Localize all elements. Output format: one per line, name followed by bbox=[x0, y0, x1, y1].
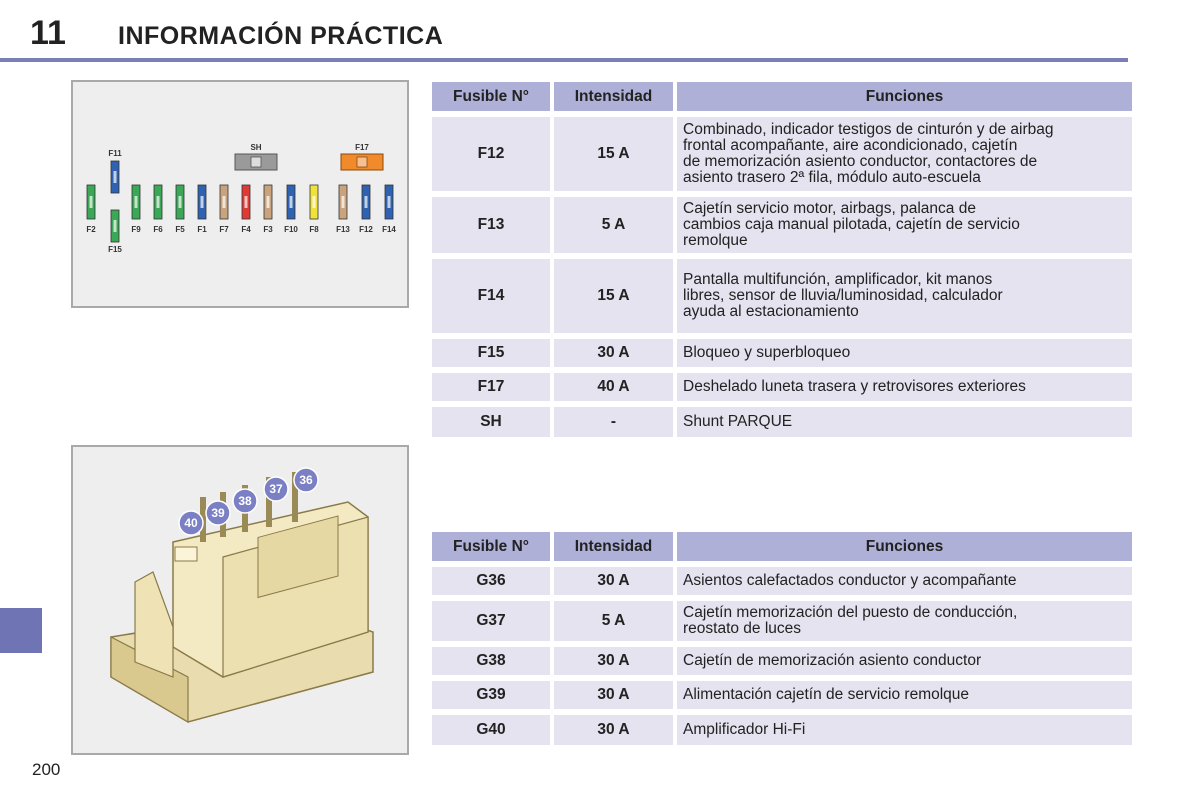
fuse-number: F15 bbox=[432, 339, 550, 367]
table-header-row bbox=[432, 532, 1132, 561]
table-row bbox=[432, 259, 1132, 333]
sh-shunt-window bbox=[251, 157, 261, 167]
fuse-intensity: 30 A bbox=[554, 715, 673, 745]
table-row bbox=[432, 715, 1132, 745]
fuse-number: F12 bbox=[432, 117, 550, 191]
header-functions: Funciones bbox=[677, 532, 1132, 561]
fuse-f5-window bbox=[179, 196, 182, 208]
function-line: Cajetín servicio motor, airbags, palanca de bbox=[683, 200, 976, 217]
fuse-functions bbox=[677, 681, 1132, 709]
chapter-title: INFORMACIÓN PRÁCTICA bbox=[118, 22, 444, 50]
fuse-intensity: 40 A bbox=[554, 373, 673, 401]
function-line: Amplificador Hi-Fi bbox=[683, 721, 806, 738]
function-line: cambios caja manual pilotada, cajetín de servicio bbox=[683, 216, 1020, 233]
fuse-label: F7 bbox=[219, 225, 229, 234]
function-line: asiento trasero 2ª fila, módulo auto-escuela bbox=[683, 169, 981, 186]
fuse-label: F2 bbox=[86, 225, 96, 234]
fuse-functions bbox=[677, 601, 1132, 641]
fuse-number: SH bbox=[432, 407, 550, 437]
fuse-box-diagram bbox=[71, 80, 409, 308]
function-line: Cajetín de memorización asiento conductor bbox=[683, 652, 982, 669]
fuse-functions bbox=[677, 647, 1132, 675]
callout-number: 37 bbox=[269, 482, 283, 496]
sh-label: SH bbox=[250, 143, 262, 152]
fuse-label: F3 bbox=[263, 225, 273, 234]
fuse-intensity: 30 A bbox=[554, 681, 673, 709]
function-line: Combinado, indicador testigos de cinturón y de airbag bbox=[683, 121, 1054, 138]
fuse-intensity: 30 A bbox=[554, 339, 673, 367]
table-row bbox=[432, 567, 1132, 595]
callout-number: 36 bbox=[299, 473, 313, 487]
fuse-number: G40 bbox=[432, 715, 550, 745]
table-row bbox=[432, 117, 1132, 191]
header-fuse: Fusible N° bbox=[432, 82, 550, 111]
header-intensity: Intensidad bbox=[554, 532, 673, 561]
page-number: 200 bbox=[32, 760, 61, 779]
fuse-functions bbox=[677, 197, 1132, 253]
table-row bbox=[432, 407, 1132, 437]
fuse-number: G38 bbox=[432, 647, 550, 675]
fuse-f3-window bbox=[267, 196, 270, 208]
fuse-f10-window bbox=[290, 196, 293, 208]
fuse-f9-window bbox=[135, 196, 138, 208]
table-row bbox=[432, 339, 1132, 367]
holder-latch bbox=[175, 547, 197, 561]
fuse-functions bbox=[677, 373, 1132, 401]
function-line: libres, sensor de lluvia/luminosidad, calculador bbox=[683, 287, 1003, 304]
fuse-label: F12 bbox=[359, 225, 373, 234]
table-header-row bbox=[432, 82, 1132, 111]
table-row bbox=[432, 601, 1132, 641]
function-line: Deshelado luneta trasera y retrovisores exteriores bbox=[683, 378, 1026, 395]
callout-number: 40 bbox=[184, 516, 198, 530]
fuse-label: F14 bbox=[382, 225, 396, 234]
fuse-number: G39 bbox=[432, 681, 550, 709]
table-row bbox=[432, 647, 1132, 675]
chapter-side-tab bbox=[0, 608, 42, 653]
fuse-f14-window bbox=[388, 196, 391, 208]
fuse-f12-window bbox=[365, 196, 368, 208]
fuse-f6-window bbox=[157, 196, 160, 208]
fuse-f13-window bbox=[342, 196, 345, 208]
function-line: Pantalla multifunción, amplificador, kit manos bbox=[683, 271, 993, 288]
fuse-f15-window bbox=[114, 220, 117, 232]
fuse-number: G36 bbox=[432, 567, 550, 595]
fuse-intensity: - bbox=[554, 407, 673, 437]
fuse-functions bbox=[677, 259, 1132, 333]
f11-label: F11 bbox=[108, 149, 122, 158]
callout-number: 38 bbox=[238, 494, 252, 508]
fuse-functions bbox=[677, 715, 1132, 745]
fuse-number: F17 bbox=[432, 373, 550, 401]
fuse-holder-illustration bbox=[71, 445, 409, 755]
fuse-intensity: 30 A bbox=[554, 567, 673, 595]
fuse-number: G37 bbox=[432, 601, 550, 641]
function-line: remolque bbox=[683, 232, 748, 249]
fuse-intensity: 15 A bbox=[554, 259, 673, 333]
fuse-label: F1 bbox=[197, 225, 207, 234]
table-row bbox=[432, 681, 1132, 709]
fuse-f11-window bbox=[114, 171, 117, 183]
fuse-f7-window bbox=[223, 196, 226, 208]
header-fuse: Fusible N° bbox=[432, 532, 550, 561]
fuse-intensity: 5 A bbox=[554, 197, 673, 253]
fuse-number: F13 bbox=[432, 197, 550, 253]
fuse-intensity: 30 A bbox=[554, 647, 673, 675]
fuse-f4-window bbox=[245, 196, 248, 208]
callout-number: 39 bbox=[211, 506, 225, 520]
fuse-functions bbox=[677, 567, 1132, 595]
holder-clip bbox=[135, 572, 173, 677]
chapter-number: 11 bbox=[30, 14, 66, 52]
fuse-table-2 bbox=[428, 526, 1136, 751]
function-line: Bloqueo y superbloqueo bbox=[683, 344, 851, 361]
f17-fuse-window bbox=[357, 157, 367, 167]
table-row bbox=[432, 373, 1132, 401]
function-line: Cajetín memorización del puesto de conducción, bbox=[683, 604, 1018, 621]
fuse-table-1 bbox=[428, 76, 1136, 443]
header-functions: Funciones bbox=[677, 82, 1132, 111]
fuse-label: F6 bbox=[153, 225, 163, 234]
fuse-label: F13 bbox=[336, 225, 350, 234]
fuse-label: F4 bbox=[241, 225, 251, 234]
function-line: reostato de luces bbox=[683, 620, 802, 637]
fuse-f8-window bbox=[313, 196, 316, 208]
header-rule bbox=[0, 58, 1128, 62]
fuse-label: F9 bbox=[131, 225, 141, 234]
fuse-f2-window bbox=[90, 196, 93, 208]
fuse-box-svg bbox=[73, 82, 407, 306]
fuse-functions bbox=[677, 339, 1132, 367]
fuse-functions bbox=[677, 117, 1132, 191]
function-line: Shunt PARQUE bbox=[683, 413, 793, 430]
function-line: Alimentación cajetín de servicio remolque bbox=[683, 686, 970, 703]
fuse-holder-svg bbox=[73, 447, 407, 753]
function-line: frontal acompañante, aire acondicionado, cajetín bbox=[683, 137, 1018, 154]
fuse-label: F5 bbox=[175, 225, 185, 234]
f15-label: F15 bbox=[108, 245, 122, 254]
fuse-functions bbox=[677, 407, 1132, 437]
fuse-label: F8 bbox=[309, 225, 319, 234]
fuse-number: F14 bbox=[432, 259, 550, 333]
fuse-intensity: 15 A bbox=[554, 117, 673, 191]
function-line: ayuda al estacionamiento bbox=[683, 303, 859, 320]
f17-label: F17 bbox=[355, 143, 369, 152]
table-row bbox=[432, 197, 1132, 253]
fuse-f1-window bbox=[201, 196, 204, 208]
header-intensity: Intensidad bbox=[554, 82, 673, 111]
fuse-label: F10 bbox=[284, 225, 298, 234]
fuse-intensity: 5 A bbox=[554, 601, 673, 641]
function-line: de memorización asiento conductor, contactores de bbox=[683, 153, 1038, 170]
function-line: Asientos calefactados conductor y acompañante bbox=[683, 572, 1017, 589]
